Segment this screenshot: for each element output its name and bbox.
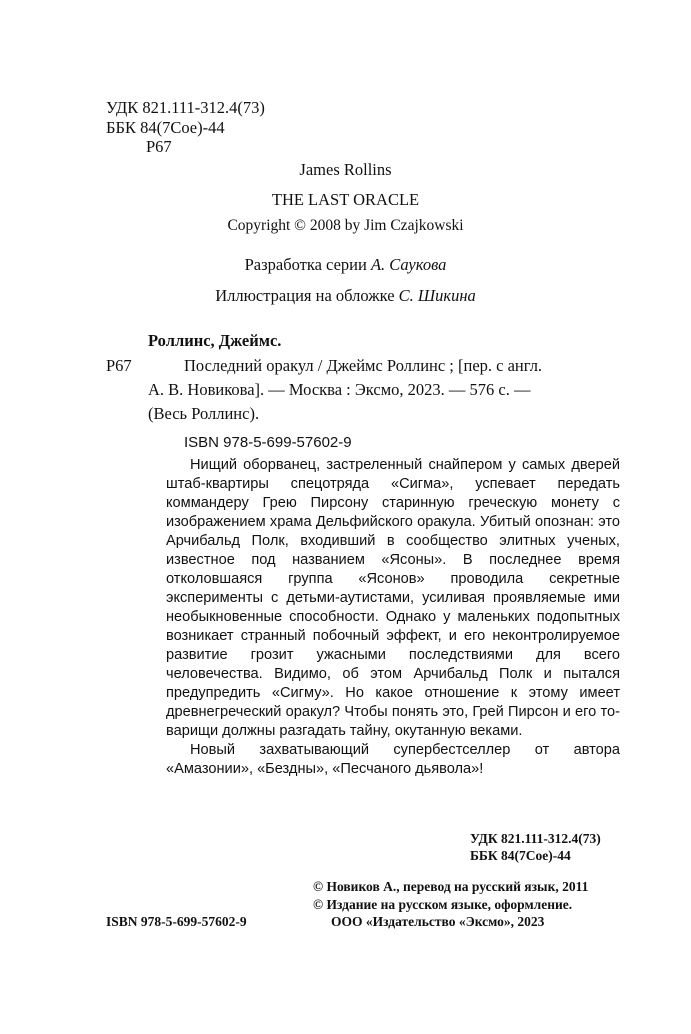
book-annotation <box>166 456 620 779</box>
cover-label: Иллюстрация на обложке <box>215 286 399 305</box>
annotation-paragraph-2: Новый захватывающий супербестселлер от автора «Амазонии», «Бездны», «Песчаного дьявола»! <box>166 742 620 777</box>
catalog-description-line-3: (Весь Роллинс). <box>148 404 260 423</box>
edition-rights: © Издание на русском языке, оформление. <box>313 897 573 912</box>
publisher-rights: ООО «Издательство «Эксмо», 2023 <box>331 914 545 929</box>
author-mark: Р67 <box>146 137 172 156</box>
bbk-code: ББК 84(7Сое)-44 <box>106 118 225 137</box>
cover-illustrator-name: С. Шикина <box>398 286 476 305</box>
original-author: James Rollins <box>299 160 392 179</box>
catalog-mark: Р67 <box>106 356 132 375</box>
cover-illustration-credit <box>0 286 691 306</box>
translation-rights: © Новиков А., перевод на русский язык, 2011 <box>313 879 589 894</box>
series-label: Разработка серии <box>244 255 371 274</box>
udk-code: УДК 821.111-312.4(73) <box>106 98 265 117</box>
original-title: THE LAST ORACLE <box>271 190 420 209</box>
series-designer-name: А. Саукова <box>370 255 447 274</box>
catalog-description-line-1: Последний оракул / Джеймс Роллинс ; [пер. с англ. <box>184 356 543 375</box>
original-copyright: Copyright © 2008 by Jim Czajkowski <box>227 217 464 234</box>
catalog-author-heading: Роллинс, Джеймс. <box>148 331 282 350</box>
bottom-isbn: ISBN 978-5-699-57602-9 <box>106 914 247 929</box>
footer-udk-code: УДК 821.111-312.4(73) <box>470 831 601 846</box>
catalog-description-line-2: А. В. Новикова]. — Москва : Эксмо, 2023. — 576 с. — <box>148 380 531 399</box>
annotation-paragraph-1: Нищий оборванец, застреленный снайпером у самых дверей штаб-квартиры спецотряда «Сигма», успевает передать коммандеру Грею Пирсону старинную греческую монету с изображением храма Дельфийского оракула. Убитый опознан: это Арчибальд Полк, входивший в сообщество элитных ученых, известное под названием «Ясоны». В последнее время отколовшаяся группа «Ясонов» проводила секретные эксперименты с детьми-аутистами, усиливая проявляемые ими необыкновенные способности. Однако у маленьких подопытных возникает странный побочный эффект, и его неконтролируемое развитие грозит ужасными последствиями для всего человечества. Видимо, об этом Арчибальд Полк и пытался предупредить «Сигму». Но какое отношение к этому имеет древнегреческий оракул? Чтобы понять это, Грей Пирсон и его товарищи должны разгадать тайну, окутанную веками. <box>166 457 620 739</box>
footer-bbk-code: ББК 84(7Сое)-44 <box>470 848 571 863</box>
series-design-credit <box>0 255 691 275</box>
catalog-isbn: ISBN 978-5-699-57602-9 <box>184 434 352 451</box>
